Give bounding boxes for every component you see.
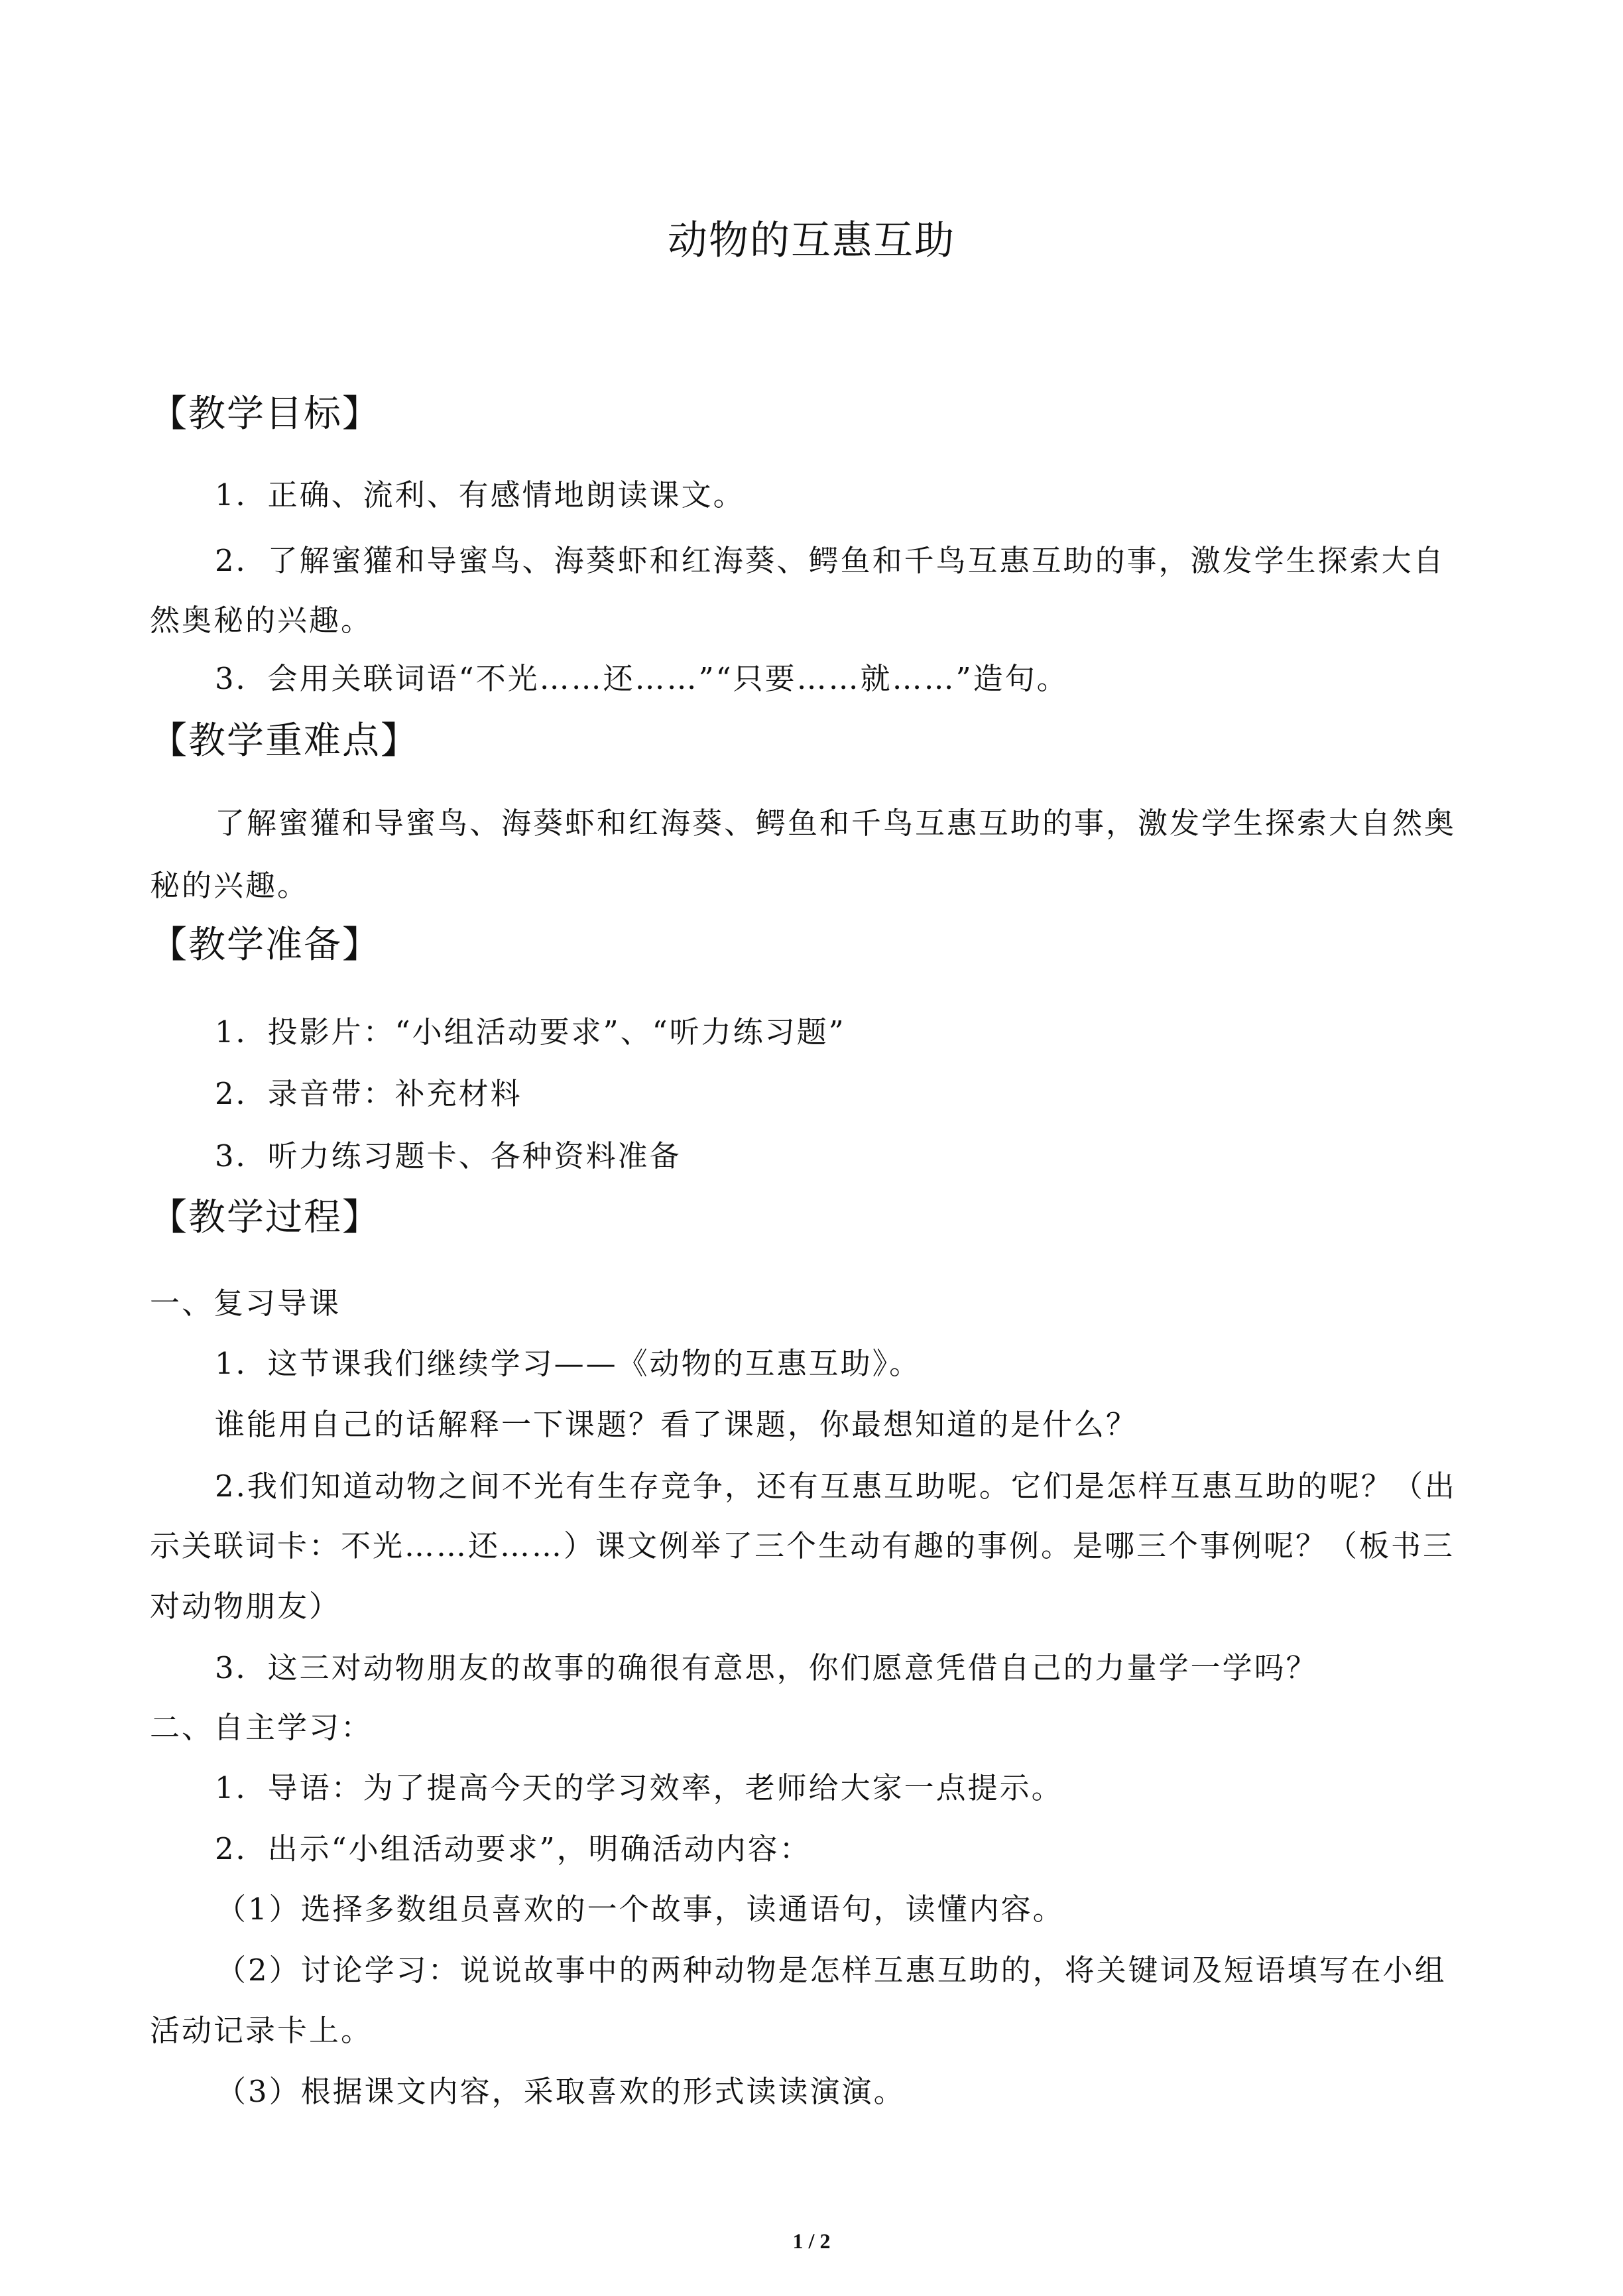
paragraph-line: （1）选择多数组员喜欢的一个故事，读通语句，读懂内容。: [216, 1892, 1065, 1927]
page-number: 1 / 2: [792, 2229, 831, 2253]
paragraph-line: 3．会用关联词语“不光……还……”“只要……就……”造句。: [215, 661, 1069, 696]
paragraph-line: 2．出示“小组活动要求”，明确活动内容：: [215, 1831, 812, 1866]
paragraph-line: 1．这节课我们继续学习——《动物的互惠互助》。: [215, 1346, 922, 1381]
paragraph-line: 3．这三对动物朋友的故事的确很有意思，你们愿意凭借自己的力量学一学吗？: [215, 1650, 1318, 1685]
paragraph-line: 谁能用自己的话解释一下课题？看了课题，你最想知道的是什么？: [215, 1407, 1138, 1442]
paragraph-line: 然奥秘的兴趣。: [150, 603, 373, 638]
paragraph-line: 二、自主学习：: [150, 1710, 373, 1745]
section-heading-preparation: 【教学准备】: [150, 924, 381, 967]
paragraph-line: （2）讨论学习：说说故事中的两种动物是怎样互惠互助的，将关键词及短语填写在小组: [216, 1953, 1447, 1988]
paragraph-line: 一、复习导课: [150, 1286, 341, 1321]
paragraph-line: 活动记录卡上。: [150, 2013, 373, 2048]
section-heading-process: 【教学过程】: [150, 1196, 381, 1239]
paragraph-line: 了解蜜獾和导蜜鸟、海葵虾和红海葵、鳄鱼和千鸟互惠互助的事，激发学生探索大自然奥: [215, 806, 1457, 841]
paragraph-line: 2．录音带：补充材料: [215, 1076, 522, 1111]
paragraph-line: 秘的兴趣。: [150, 868, 310, 903]
paragraph-line: 1．投影片：“小组活动要求”、“听力练习题”: [215, 1014, 846, 1050]
paragraph-line: 3．听力练习题卡、各种资料准备: [215, 1138, 682, 1174]
paragraph-line: 1．导语：为了提高今天的学习效率，老师给大家一点提示。: [215, 1770, 1063, 1805]
document-title: 动物的互惠互助: [668, 217, 955, 264]
paragraph-line: （3）根据课文内容，采取喜欢的形式读读演演。: [216, 2074, 906, 2109]
paragraph-line: 2.我们知道动物之间不光有生存竞争，还有互惠互助呢。它们是怎样互惠互助的呢？（出: [215, 1469, 1457, 1504]
section-heading-goals: 【教学目标】: [150, 393, 381, 436]
paragraph-line: 2．了解蜜獾和导蜜鸟、海葵虾和红海葵、鳄鱼和千鸟互惠互助的事，激发学生探索大自: [215, 543, 1445, 578]
section-heading-key-points: 【教学重难点】: [150, 719, 419, 762]
paragraph-line: 示关联词卡：不光……还……）课文例举了三个生动有趣的事例。是哪三个事例呢？（板书三: [150, 1528, 1455, 1563]
paragraph-line: 对动物朋友）: [150, 1589, 341, 1624]
paragraph-line: 1．正确、流利、有感情地朗读课文。: [215, 477, 745, 513]
